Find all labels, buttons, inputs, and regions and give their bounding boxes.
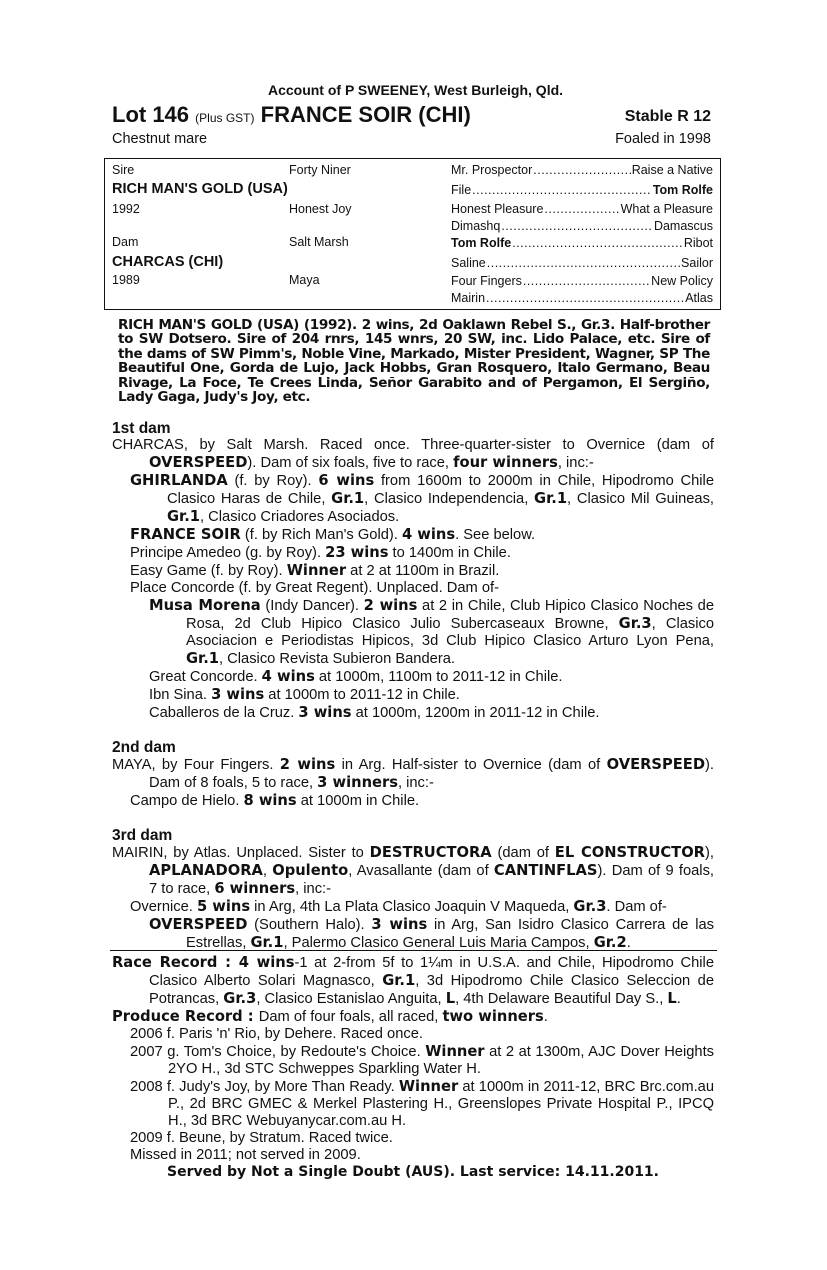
dam-label: Dam: [112, 235, 139, 249]
lot-number: Lot 146: [112, 102, 190, 127]
produce-2009: 2009 f. Beune, by Stratum. Raced twice.: [130, 1130, 393, 1146]
sire-summary: RICH MAN'S GOLD (USA) (1992). 2 wins, 2d Oaklawn Rebel S., Gr.3. Half-brother to SW Dotsero. Sire of 204 rnrs, 145 wnrs, 20 SW, inc. Lido Palace, etc. Sire of the dams of SW Pimm's, Noble Vine, Markado, Mister President, Wagner, SP The Beautiful One, Gorda de Lujo, Jack Hobbs, Gran Rosquero, Italo Germano, Beau Rivage, La Foce, Te Crees Linda, Señor Garabito and of Pergamon, El Sergiño, Lady Gaga, Judy's Joy, etc.: [118, 317, 710, 406]
dam-year: 1989: [112, 273, 140, 287]
dam-name: CHARCAS (CHI): [112, 254, 224, 270]
pedigree-ancestor: Honest Pleasure ..... What a Pleasure: [451, 202, 713, 216]
produce-missed: Missed in 2011; not served in 2009.: [130, 1147, 361, 1163]
progeny-campo-de-hielo: Campo de Hielo. 8 wins at 1000m in Chile.: [130, 792, 420, 809]
lot-title: [112, 102, 471, 128]
produce-record: Produce Record : Dam of four foals, all raced, two winners.: [112, 1008, 548, 1025]
produce-2008: 2008 f. Judy's Joy, by More Than Ready. Winner at 1000m in 2011-12, BRC Brc.com.au P., 2d BRC GMEC & Merkel Plastering H., Greenslopes Private Hospital P., IPCQ H., 3d BRC Webuyanycar.com.au H.: [130, 1078, 714, 1129]
sire-label: Sire: [112, 163, 135, 177]
dam-sire: Salt Marsh: [289, 235, 349, 249]
third-dam-heading: 3rd dam: [112, 827, 173, 844]
progeny-easy-game: Easy Game (f. by Roy). Winner at 2 at 1100m in Brazil.: [130, 562, 500, 579]
progeny-overnice: Overnice. 5 wins in Arg, 4th La Plata Clasico Joaquin V Maqueda, Gr.3. Dam of-: [130, 898, 667, 915]
third-dam-text: MAIRIN, by Atlas. Unplaced. Sister to DESTRUCTORA (dam of EL CONSTRUCTOR), APLANADORA, Opulento, Avasallante (dam of CANTINFLAS). Dam of 9 foals, 7 to race, 6 winners, inc:-: [112, 844, 714, 897]
progeny-principe-amedeo: Principe Amedeo (g. by Roy). 23 wins to 1400m in Chile.: [130, 544, 511, 561]
second-dam-text: MAYA, by Four Fingers. 2 wins in Arg. Half-sister to Overnice (dam of OVERSPEED). Dam of 8 foals, 5 to race, 3 winners, inc:-: [112, 756, 714, 791]
plus-gst: (Plus GST): [195, 111, 255, 125]
sire-year: 1992: [112, 202, 140, 216]
progeny-caballeros: Caballeros de la Cruz. 3 wins at 1000m, 1200m in 2011-12 in Chile.: [149, 704, 600, 721]
pedigree-ancestor: Mr. Prospector ..... Raise a Native: [451, 163, 713, 177]
progeny-france-soir: FRANCE SOIR (f. by Rich Man's Gold). 4 wins. See below.: [130, 526, 536, 543]
sire-dam: Honest Joy: [289, 202, 352, 216]
progeny-musa-morena: Musa Morena (Indy Dancer). 2 wins at 2 in Chile, Club Hipico Clasico Noches de Rosa, 2d Club Hipico Clasico Julio Subercaseaux Browne, Gr.3, Clasico Asociacion e Periodistas Hipicos, 3d Club Hipico Clasico Arturo Lyon Pena, Gr.1, Clasico Revista Subieron Bandera.: [149, 597, 714, 667]
pedigree-ancestor: Four Fingers ..... New Policy: [451, 274, 713, 288]
second-dam-heading: 2nd dam: [112, 739, 176, 756]
sire-name: RICH MAN'S GOLD (USA): [112, 181, 288, 197]
produce-2007: 2007 g. Tom's Choice, by Redoute's Choice. Winner at 2 at 1300m, AJC Dover Heights 2YO H., 3d STC Schweppes Sparkling Water H.: [130, 1043, 714, 1077]
service-line: Served by Not a Single Doubt (AUS). Last service: 14.11.2011.: [167, 1164, 659, 1180]
sire-sire: Forty Niner: [289, 163, 351, 177]
pedigree-ancestor: Mairin ..... Atlas: [451, 291, 713, 305]
horse-sex: Chestnut mare: [112, 131, 208, 147]
progeny-great-concorde: Great Concorde. 4 wins at 1000m, 1100m to 2011-12 in Chile.: [149, 668, 563, 685]
first-dam-text: CHARCAS, by Salt Marsh. Raced once. Three-quarter-sister to Overnice (dam of OVERSPEED). Dam of six foals, five to race, four winners, inc:-: [112, 437, 714, 471]
dam-family: [112, 420, 714, 952]
progeny-ghirlanda: GHIRLANDA (f. by Roy). 6 wins from 1600m to 2000m in Chile, Hipodromo Chile Clasico Haras de Chile, Gr.1, Clasico Independencia, Gr.1, Clasico Mil Guineas, Gr.1, Clasico Criadores Asociados.: [130, 472, 715, 525]
produce-2006: 2006 f. Paris 'n' Rio, by Dehere. Raced once.: [130, 1026, 423, 1042]
progeny-overspeed: OVERSPEED (Southern Halo). 3 wins in Arg, San Isidro Clasico Carrera de las Estrellas, Gr.1, Palermo Clasico General Luis Maria Campos, Gr.2.: [149, 916, 714, 951]
pedigree-ancestor: Saline ..... Sailor: [451, 256, 713, 270]
pedigree-table: [104, 158, 721, 310]
account-line: Account of P SWEENEY, West Burleigh, Qld.: [267, 82, 564, 98]
pedigree-ancestor: Tom Rolfe ..... Ribot: [451, 236, 713, 250]
records: [112, 954, 714, 1181]
first-dam-heading: 1st dam: [112, 420, 171, 437]
pedigree-ancestor: File ..... Tom Rolfe: [451, 183, 713, 197]
stable-number: Stable R 12: [624, 108, 711, 125]
progeny-place-concorde: Place Concorde (f. by Great Regent). Unplaced. Dam of-: [130, 580, 499, 596]
foaled-year: Foaled in 1998: [615, 131, 711, 147]
progeny-ibn-sina: Ibn Sina. 3 wins at 1000m to 2011-12 in Chile.: [149, 686, 460, 703]
horse-name: FRANCE SOIR (CHI): [260, 102, 471, 127]
race-record: Race Record : 4 wins-1 at 2-from 5f to 1¼m in U.S.A. and Chile, Hipodromo Chile Clasico Alberto Solari Magnasco, Gr.1, 3d Hipodromo Chile Clasico Seleccion de Potrancas, Gr.3, Clasico Estanislao Anguita, L, 4th Delaware Beautiful Day S., L.: [112, 954, 714, 1007]
pedigree-ancestor: Dimashq ..... Damascus: [451, 219, 713, 233]
section-divider: [110, 950, 717, 951]
dam-dam: Maya: [289, 273, 320, 287]
